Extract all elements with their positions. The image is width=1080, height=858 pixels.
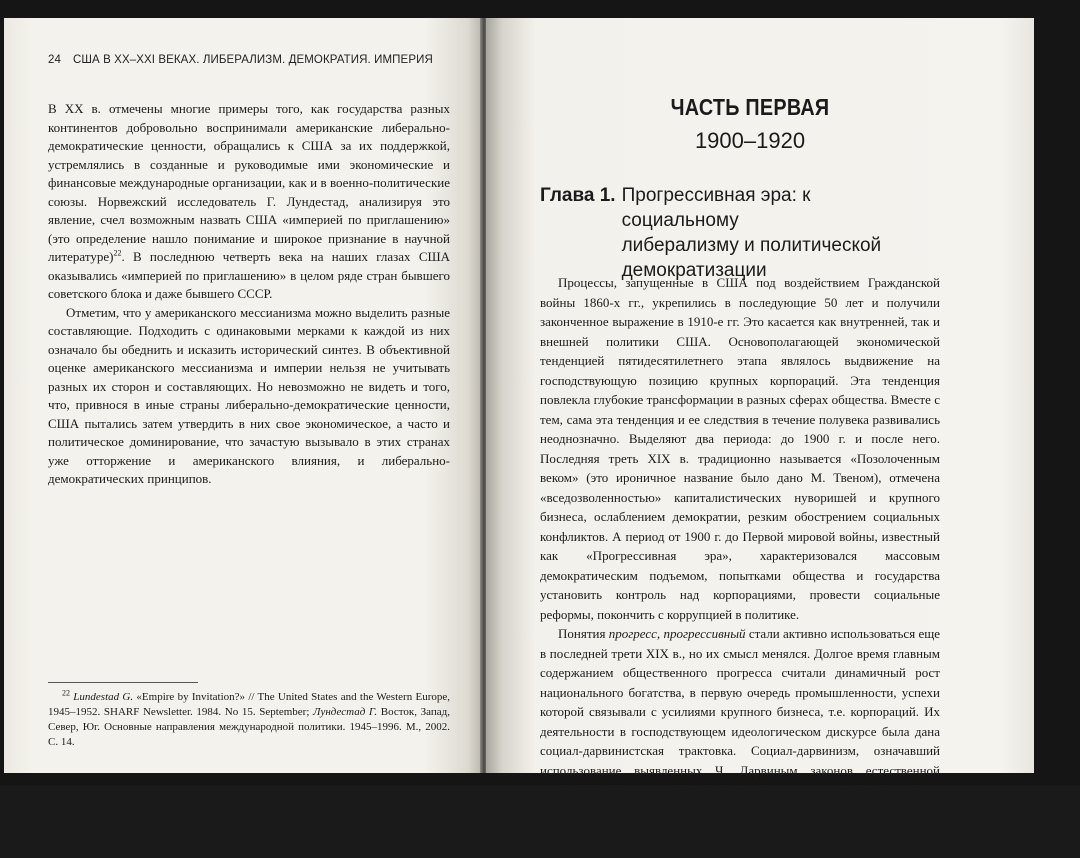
footnote-number: 22 — [62, 688, 70, 698]
part-title: ЧАСТЬ ПЕРВАЯ — [670, 94, 830, 120]
footnote — [48, 690, 450, 750]
right-paragraph-2-emphasis: прогресс, прогрессивный — [608, 626, 746, 641]
left-page-body — [48, 100, 450, 489]
footnote-author: Lundestad G. — [73, 691, 134, 703]
right-paragraph-1: Процессы, запущенные в США под воздействием Гражданской войны 1860-х гг., укрепились в последующие 50 лет и получили законченное выражение в 1910-е гг. Это касается как внутренней, так и внешней политики США. Основополагающей экономической тенденцией пятидесятилетнего этапа являлось выдвижение на господствующую позицию крупных корпораций. Эта тенденция повлекла глубокие трансформации в разных сферах общества. Вместе с тем, сама эта тенденция и ее следствия в течение полувека развивались неоднозначно. Выделяют два периода: до 1900 г. и после него. Последняя треть XIX в. традиционно называется «Позолоченным веком» (это ироничное название было дано М. Твеном), отмечена «вседозволенностью» капиталистических нуворишей и крупного бизнеса, ослаблением демократии, резким обострением социальных конфликтов. А период от 1900 г. до Первой мировой войны, известный как «Прогрессивная эра», характеризовался массовым демократическим подъемом, попытками общества и государства установить контроль над корпорациями, провести социальные реформы, покончить с коррупцией в политике. — [540, 275, 940, 622]
running-header-title: США В XX–XXI ВЕКАХ. ЛИБЕРАЛИЗМ. ДЕМОКРАТИЯ. ИМПЕРИЯ — [73, 54, 433, 66]
right-paragraph-2-rest: стали активно использоваться еще в последней трети XIX в., но их смысл менялся. Долгое время главным содержанием общественного прогресса считали динамичный рост национального богатства, в первую очередь промышленности, успехи которой связывали с усилиями крупного бизнеса, т.е. корпораций. Их деятельности в господствующем идеологическом дискурсе была дана социал-дарвинистская трактовка. Социал-дарвинизм, означавший использование выявленных Ч. Дарвиным законов естественной эволюции для объяснения общественных явлений, был сформулирован англичанином Г. Спенсером, но свою истинную родину он обрел в США. Американские социал-дарвинисты во главе с социологом У.Г. Самнером объясняли возвышение круп- — [540, 626, 940, 856]
running-header — [48, 54, 448, 66]
left-paragraph-2: Отметим, что у американского мессианизма можно выделить разные составляющие. Подходить с одинаковыми мерками к каждой из них означало бы обеднить и исказить исторический синтез. В объективной оценке американского мессианизма и империи нельзя не учитывать разных их сторон и составляющих. Но невозможно не видеть и того, что, привнося в иные страны либерально-демократические ценности, США пытались затем утвердить в них свое экономическое, а часто и политическое доминирование, что зачастую вызывало в этих странах уже отторжение и американского влияния, и либерально-демократических принципов. — [48, 304, 450, 486]
footnote-author-ru: Лундестад Г. — [313, 706, 378, 718]
right-paragraph-2 — [540, 624, 940, 858]
chapter-title — [622, 183, 920, 283]
chapter-title-line: демократизации — [621, 260, 767, 281]
left-paragraph-1-text: В XX в. отмечены многие примеры того, как государства разных континентов добровольно воспринимали американские либерально-демократические ценности, обращались к США за их поддержкой, устремлялись в созданные и руководимые ими экономические и финансовые международные организации, как и в военно-политические союзы. Норвежский исследователь Г. Лундестад, анализируя это явление, счел возможным назвать США «империей по приглашению» (это определение нашло понимание и широкое признание в научной литературе) — [48, 101, 450, 264]
chapter-title-line: либерализму и политической — [621, 235, 882, 256]
right-page-body — [540, 273, 940, 858]
chapter-heading — [540, 183, 920, 283]
left-paragraph-1-text-end: . В последнюю четверть века на наших глазах США оказывались «империей по приглашению» в целом ряде стран бывшего советского блока и даже бывшего СССР. — [48, 249, 450, 301]
page-number: 24 — [48, 54, 61, 66]
right-paragraph-2-start: Понятия — [558, 626, 609, 641]
part-years: 1900–1920 — [694, 128, 806, 153]
footnote-reference[interactable]: 22 — [113, 248, 122, 258]
chapter-number: Глава 1. — [540, 185, 616, 206]
left-paragraph-1 — [48, 100, 450, 304]
chapter-title-line: Прогрессивная эра: к социальному — [621, 185, 811, 231]
footnote-text-1: «Empire by Invitation?» // The United States and the Western Europe, 1945–1952. SHARF Newsletter. 1984. No 15. September; — [48, 691, 450, 718]
footnote-divider — [48, 682, 198, 683]
footnote-text-2: Восток, Запад, Север, Юг. Основные направления международной политики. 1945–1996. М., 2002. С. 14. — [48, 706, 450, 748]
